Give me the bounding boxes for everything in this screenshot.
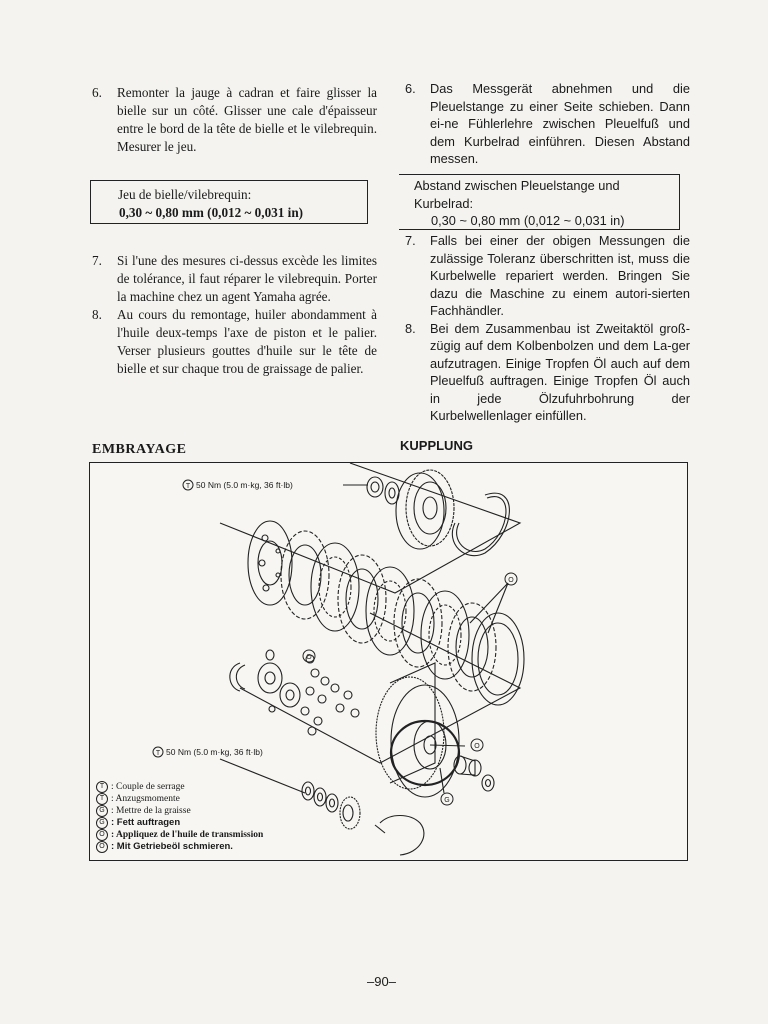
fr-step-7-number: 7.: [92, 253, 102, 268]
de-spec-box: [399, 174, 680, 230]
de-step-8-text: Bei dem Zusammenbau ist Zweitaktöl groß-zügig auf dem Kolbenbolzen und dem La-ger aufzutragen. Einige Tropfen Öl auch auf dem Pleuelfuß auftragen. Einige Tropfen Öl auch in jede Ölzufuhrbohrung der Kurbelwellenlager einfüllen.: [430, 320, 690, 423]
oil-symbol-3-text: O: [474, 743, 480, 750]
legend-symbol-2: T: [96, 793, 108, 805]
clutch-exploded-diagram: [89, 462, 688, 861]
clutch-plate-stack: [281, 531, 524, 705]
legend-row-4: [96, 817, 263, 829]
de-spec-value: 0,30 ~ 0,80 mm (0,012 ~ 0,031 in): [431, 213, 625, 228]
french-column-lower: [92, 252, 377, 378]
oil-symbol-3: [471, 739, 483, 751]
torque-symbol-bottom: [153, 747, 163, 757]
german-column: [405, 80, 690, 168]
de-step-7-text: Falls bei einer der obigen Messungen die zulässige Toleranz überschritten ist, muss die Kurbelwelle repariert werden. Bringen Sie dazu die Maschine zu einem autori-sierten Fachhändler.: [430, 233, 690, 318]
fr-step-6-text: Remonter la jauge à cadran et faire glisser la bielle sur un côté. Glisser une cale d'épaisseur entre le bord de la tête de bielle et le vilebrequin. Mesurer le jeu.: [117, 85, 377, 154]
section-heading-fr: EMBRAYAGE: [92, 442, 187, 457]
legend-text-2: : Anzugsmomente: [111, 794, 180, 805]
pressure-plate: [248, 521, 292, 605]
legend-text-6: : Mit Getriebeöl schmieren.: [111, 841, 233, 853]
de-step-6-number: 6.: [405, 81, 416, 96]
legend-row-2: [96, 793, 263, 805]
german-column-lower: [405, 232, 690, 425]
fr-spec-value: 0,30 ~ 0,80 mm (0,012 ~ 0,031 in): [119, 205, 304, 220]
legend-text-1: : Couple de serrage: [111, 782, 185, 793]
fr-step-8-number: 8.: [92, 307, 102, 322]
torque-symbol-top: [183, 480, 193, 490]
de-step-8: [405, 320, 690, 425]
de-step-7-number: 7.: [405, 233, 416, 248]
fr-spec-box: [90, 180, 368, 224]
legend-symbol-5: O: [96, 829, 108, 841]
legend-symbol-6: O: [96, 841, 108, 853]
oil-symbol-2-text: O: [306, 654, 312, 661]
top-nut: [367, 477, 399, 504]
bottom-washers: [302, 782, 338, 812]
torque-symbol-bottom-text: T: [155, 750, 161, 757]
oil-symbol-1: [505, 573, 517, 585]
push-rod-parts: [230, 650, 300, 712]
fr-step-6: [92, 84, 377, 156]
legend-symbol-3: G: [96, 805, 108, 817]
o-ring: [391, 721, 459, 785]
legend-row-1: [96, 781, 263, 793]
legend-text-5: : Appliquez de l'huile de transmission: [111, 830, 264, 841]
legend-row-3: [96, 805, 263, 817]
fr-step-7: [92, 252, 377, 306]
clutch-boss: [396, 470, 454, 549]
fr-step-7-text: Si l'une des mesures ci-dessus excède les limites de tolérance, il faut réparer le vilebrequin. Porter la machine chez un agent Yamaha agrée.: [117, 253, 377, 304]
legend-row-5: [96, 829, 263, 841]
de-spec-label-2: Kurbelrad:: [414, 195, 474, 211]
de-step-6: [405, 80, 690, 168]
figure-legend: [96, 781, 263, 853]
de-step-6-text: Das Messgerät abnehmen und die Pleuelstange zu einer Seite schieben. Dann ei-ne Fühlerlehre zwischen Pleuelfuß und dem Kurbelrad einführen. Diesen Abstand messen.: [430, 81, 690, 166]
grease-symbol-text: G: [444, 797, 450, 804]
legend-symbol-1: T: [96, 781, 108, 793]
primary-drive-gear: [340, 797, 360, 829]
legend-symbol-4: G: [96, 817, 108, 829]
de-step-7: [405, 232, 690, 320]
torque-symbol-top-text: T: [185, 483, 191, 490]
steel-balls: [301, 655, 359, 735]
fr-step-8-text: Au cours du remontage, huiler abondamment à l'huile deux-temps l'axe de piston et le palier. Verser plusieurs gouttes d'huile sur le tête de bielle et sur chaque trou de graissage de palier.: [117, 307, 377, 376]
legend-text-3: : Mettre de la graisse: [111, 806, 191, 817]
de-spec-label-1: Abstand zwischen Pleuelstange und: [414, 178, 620, 193]
section-heading-de: KUPPLUNG: [400, 438, 473, 453]
legend-text-4: : Fett auftragen: [111, 817, 181, 829]
oil-symbol-1-text: O: [508, 577, 514, 584]
fr-step-6-number: 6.: [92, 85, 102, 100]
legend-row-6: [96, 841, 263, 853]
page-number: –90–: [367, 974, 396, 989]
spacer: [454, 756, 494, 791]
crank-end: [380, 816, 424, 856]
french-column: [92, 84, 377, 156]
de-step-8-number: 8.: [405, 320, 416, 336]
fr-spec-label: Jeu de bielle/vilebrequin:: [118, 187, 252, 202]
grease-symbol: [441, 793, 453, 805]
torque-label-top: 50 Nm (5.0 m·kg, 36 ft·lb): [196, 480, 293, 490]
fr-step-8: [92, 306, 377, 378]
torque-label-bottom: 50 Nm (5.0 m·kg, 36 ft·lb): [166, 747, 263, 757]
